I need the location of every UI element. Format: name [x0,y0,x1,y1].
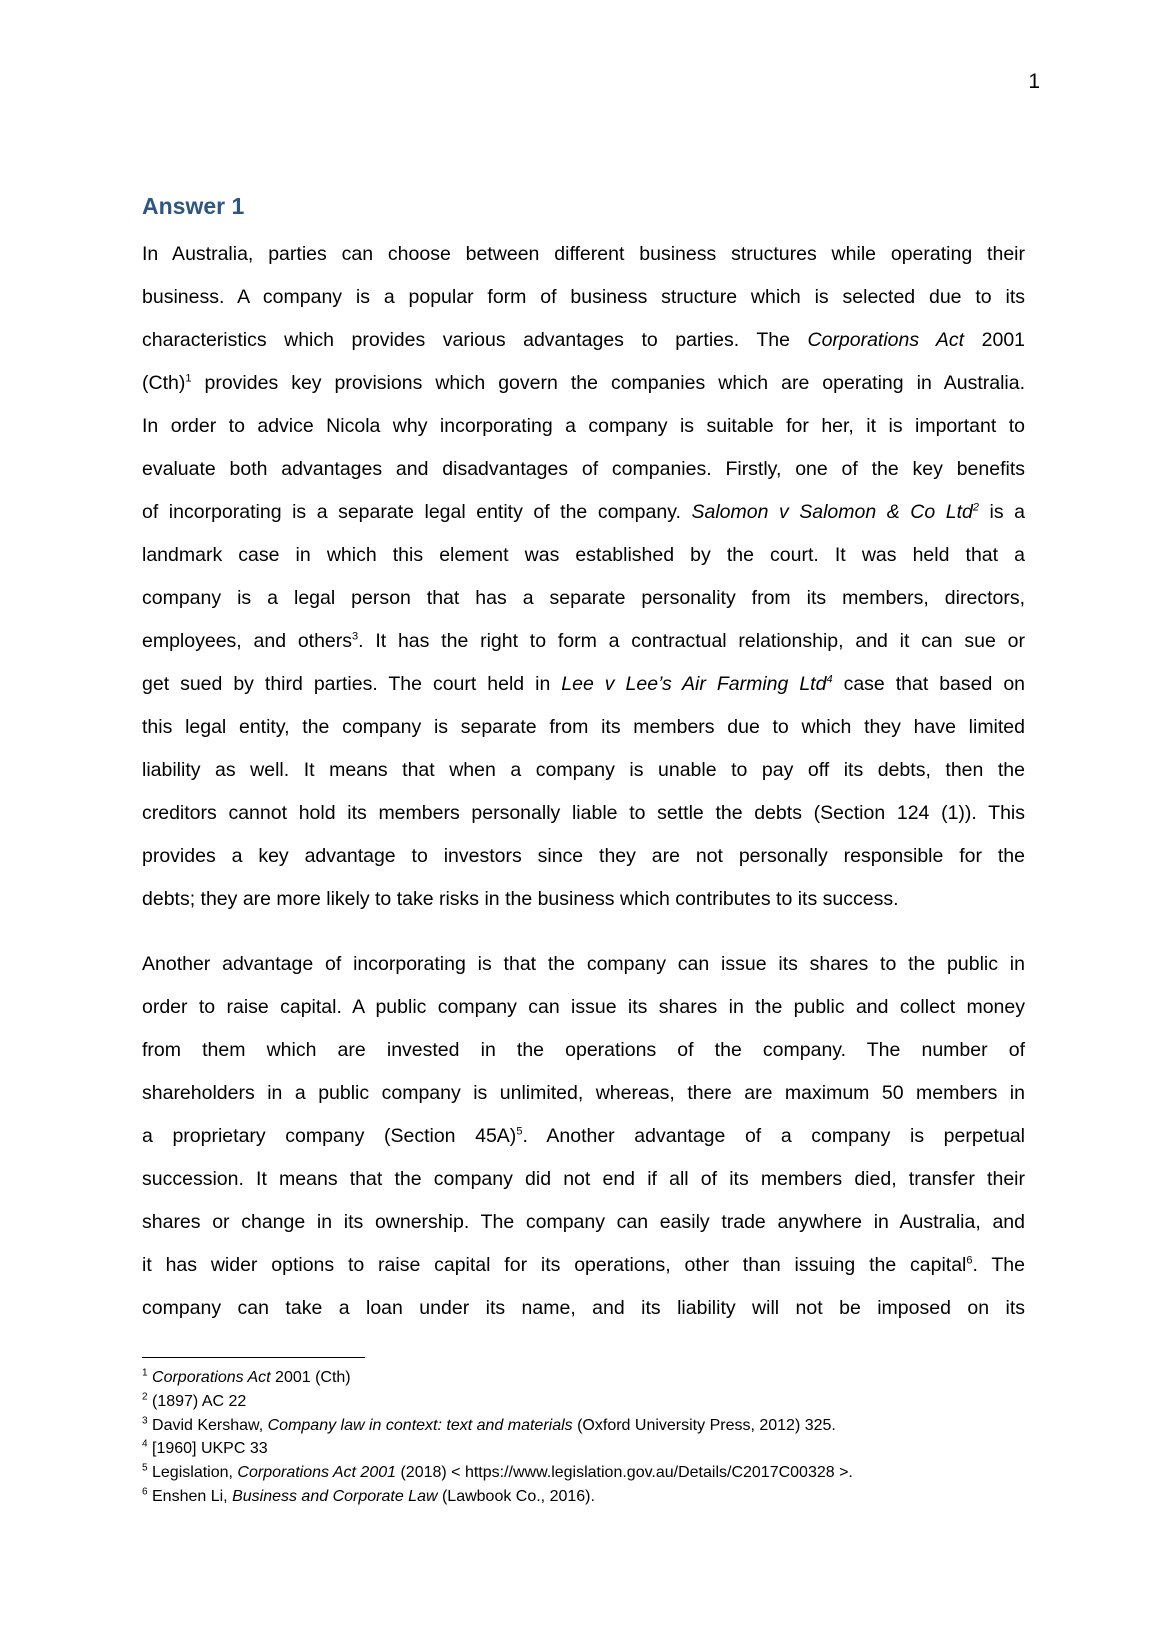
footnote-ref[interactable]: 2 [972,501,979,514]
text-line: debts; they are more likely to take risks in the business which contributes to its success. [142,888,899,910]
text-line: Another advantage of incorporating is that the company can issue its shares to the public in [142,953,1025,975]
footnote-item: $^6$ Enshen Li, Business and Corporate Law (Lawbook Co., 2016). [142,1486,595,1505]
body-paragraph-1 [142,233,1025,921]
footnote-item: $^3$ David Kershaw, Company law in context: text and materials (Oxford University Press, 2012) 325. [142,1415,836,1434]
footnote-ref[interactable]: 4 [826,673,833,686]
text-line: from them which are invested in the operations of the company. The number of [142,1039,1025,1061]
footnote-separator [142,1357,365,1358]
footnote-item: $^2$ (1897) AC 22 [142,1391,247,1410]
act-title: Corporations Act [807,329,965,351]
text-line: shares or change in its ownership. The company can easily trade anywhere in Australia, and [142,1211,1025,1233]
text-line: company is a legal person that has a separate personality from its members, directors, [142,587,1025,609]
text-line: liability as well. It means that when a company is unable to pay off its debts, then the [142,759,1025,781]
text-line: of incorporating is a separate legal entity of the company. Salomon v Salomon & Co Ltd$^2$ is a [142,501,1026,523]
case-name: Salomon v Salomon & Co Ltd [691,501,973,523]
text-line: provides a key advantage to investors since they are not personally responsible for the [142,845,1025,867]
section-heading: Answer 1 [142,193,245,219]
footnote-item: $^5$ Legislation, Corporations Act 2001 (2018) < https://www.legislation.gov.au/Details/C2017C00328 >. [142,1462,853,1482]
text-line: this legal entity, the company is separate from its members due to which they have limited [142,716,1025,738]
text-line: characteristics which provides various advantages to parties. The Corporations Act 2001 [142,329,1026,351]
footnote-item: $^1$ Corporations Act 2001 (Cth) [142,1367,351,1386]
text-line: landmark case in which this element was established by the court. It was held that a [142,544,1025,566]
page-number: 1 [1028,70,1040,93]
footnote-item: $^4$ [1960] UKPC 33 [142,1439,268,1458]
footnote-ref[interactable]: 1 [185,372,192,385]
footnote-ref[interactable]: 5 [516,1125,523,1138]
text-line: evaluate both advantages and disadvantages of companies. Firstly, one of the key benefits [142,458,1025,480]
footnotes-list [142,1366,1042,1509]
text-line: succession. It means that the company did not end if all of its members died, transfer their [142,1168,1025,1190]
footnote-ref[interactable]: 6 [966,1254,973,1267]
text-line: In order to advice Nicola why incorporating a company is suitable for her, it is important to [142,415,1025,437]
body-paragraph-2 [142,943,1025,1319]
text-line: business. A company is a popular form of business structure which is selected due to its [142,286,1025,308]
text-line: company can take a loan under its name, and its liability will not be imposed on its [142,1297,1025,1319]
text-line: get sued by third parties. The court held in Lee v Lee’s Air Farming Ltd$^4$ case that based on [142,673,1026,695]
footnote-ref[interactable]: 3 [352,630,359,643]
text-line: (Cth)$^1$ provides key provisions which govern the companies which are operating in Australia. [142,372,1026,394]
text-line: In Australia, parties can choose between different business structures while operating their [142,243,1025,265]
text-line: employees, and others$^3$. It has the right to form a contractual relationship, and it can sue or [142,630,1025,652]
text-line: shareholders in a public company is unlimited, whereas, there are maximum 50 members in [142,1082,1025,1104]
text-line: order to raise capital. A public company can issue its shares in the public and collect money [142,996,1025,1018]
text-line: it has wider options to raise capital for its operations, other than issuing the capital$^6$. The [142,1254,1025,1276]
text-line: a proprietary company (Section 45A)$^5$. Another advantage of a company is perpetual [142,1125,1025,1147]
case-name: Lee v Lee’s Air Farming Ltd [561,673,827,695]
text-line: creditors cannot hold its members personally liable to settle the debts (Section 124 (1)). This [142,802,1025,824]
